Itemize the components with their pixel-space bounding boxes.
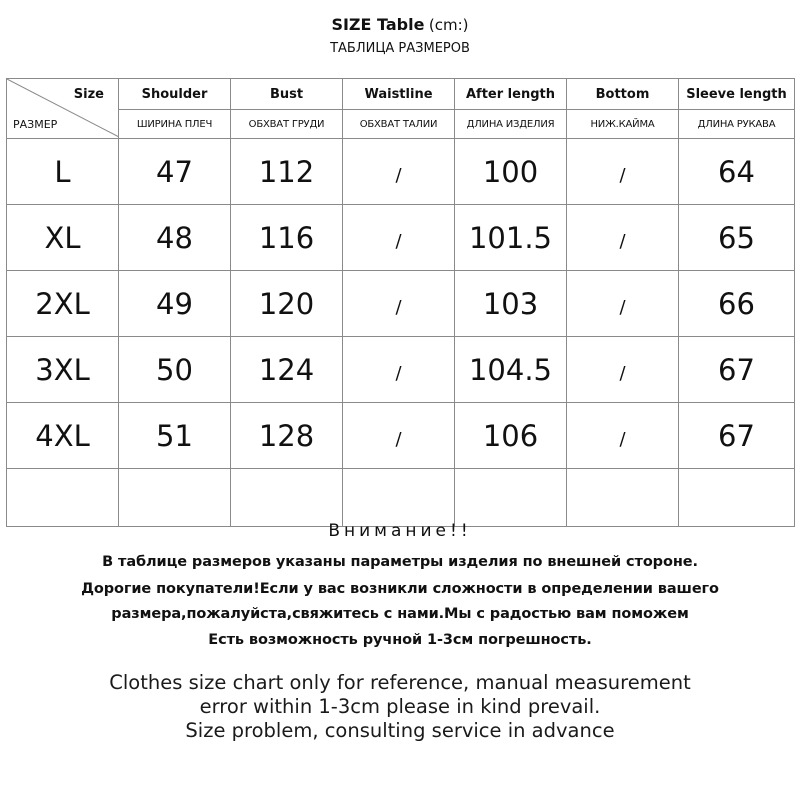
col-header-ru: ДЛИНА РУКАВА bbox=[679, 110, 795, 139]
header-row-ru bbox=[7, 110, 795, 139]
empty-cell bbox=[343, 469, 455, 527]
size-cell: 3XL bbox=[7, 337, 119, 403]
notice-en-line: Size problem, consulting service in advance bbox=[185, 719, 615, 742]
waistline-cell: / bbox=[343, 271, 455, 337]
sleeve-cell: 64 bbox=[679, 139, 795, 205]
col-header-en: After length bbox=[455, 79, 567, 110]
col-header-en: Waistline bbox=[343, 79, 455, 110]
length-cell: 104.5 bbox=[455, 337, 567, 403]
bust-cell: 124 bbox=[231, 337, 343, 403]
empty-cell bbox=[7, 469, 119, 527]
shoulder-cell: 50 bbox=[119, 337, 231, 403]
waistline-cell: / bbox=[343, 337, 455, 403]
sleeve-cell: 65 bbox=[679, 205, 795, 271]
col-header-en: Bottom bbox=[567, 79, 679, 110]
table-row bbox=[7, 403, 795, 469]
waistline-cell: / bbox=[343, 403, 455, 469]
table-row bbox=[7, 139, 795, 205]
size-cell: 2XL bbox=[7, 271, 119, 337]
bottom-cell: / bbox=[567, 271, 679, 337]
corner-size-label: Size bbox=[73, 87, 104, 102]
notice-en-line: error within 1-3cm please in kind prevail. bbox=[199, 695, 601, 718]
col-header-ru: ШИРИНА ПЛЕЧ bbox=[119, 110, 231, 139]
length-cell: 103 bbox=[455, 271, 567, 337]
col-header-ru: НИЖ.КАЙМА bbox=[567, 110, 679, 139]
empty-cell bbox=[455, 469, 567, 527]
size-table bbox=[6, 78, 795, 527]
notice-ru-line: Есть возможность ручной 1-3см погрешность. bbox=[208, 632, 592, 648]
bottom-cell: / bbox=[567, 403, 679, 469]
notice-ru-line: размера,пожалуйста,свяжитесь с нами.Мы с радостью вам поможем bbox=[111, 606, 689, 622]
sleeve-cell: 67 bbox=[679, 337, 795, 403]
sleeve-cell: 67 bbox=[679, 403, 795, 469]
size-cell: 4XL bbox=[7, 403, 119, 469]
shoulder-cell: 48 bbox=[119, 205, 231, 271]
sleeve-cell: 66 bbox=[679, 271, 795, 337]
size-cell: XL bbox=[7, 205, 119, 271]
empty-cell bbox=[679, 469, 795, 527]
bottom-cell: / bbox=[567, 139, 679, 205]
empty-cell bbox=[231, 469, 343, 527]
size-cell: L bbox=[7, 139, 119, 205]
shoulder-cell: 49 bbox=[119, 271, 231, 337]
shoulder-cell: 47 bbox=[119, 139, 231, 205]
notice-ru-line: Дорогие покупатели!Если у вас возникли сложности в определении вашего bbox=[81, 581, 719, 597]
empty-cell bbox=[119, 469, 231, 527]
notice-ru-line: В таблице размеров указаны параметры изделия по внешней стороне. bbox=[102, 554, 698, 570]
col-header-ru: ОБХВАТ ТАЛИИ bbox=[343, 110, 455, 139]
notice-en-line: Clothes size chart only for reference, manual measurement bbox=[109, 671, 691, 694]
table-row bbox=[7, 271, 795, 337]
col-header-ru: ОБХВАТ ГРУДИ bbox=[231, 110, 343, 139]
page-subtitle: ТАБЛИЦА РАЗМЕРОВ bbox=[330, 41, 470, 56]
col-header-ru: ДЛИНА ИЗДЕЛИЯ bbox=[455, 110, 567, 139]
title-unit: (cm:) bbox=[428, 16, 469, 34]
length-cell: 106 bbox=[455, 403, 567, 469]
shoulder-cell: 51 bbox=[119, 403, 231, 469]
notice-title: Внимание!! bbox=[328, 521, 472, 541]
header-row-en bbox=[7, 79, 795, 110]
bottom-cell: / bbox=[567, 205, 679, 271]
table-row-empty bbox=[7, 469, 795, 527]
empty-cell bbox=[567, 469, 679, 527]
title-main: SIZE Table bbox=[331, 15, 425, 34]
bust-cell: 128 bbox=[231, 403, 343, 469]
bust-cell: 120 bbox=[231, 271, 343, 337]
bottom-cell: / bbox=[567, 337, 679, 403]
waistline-cell: / bbox=[343, 139, 455, 205]
corner-razmer-label: РАЗМЕР bbox=[13, 118, 58, 131]
waistline-cell: / bbox=[343, 205, 455, 271]
bust-cell: 112 bbox=[231, 139, 343, 205]
col-header-en: Shoulder bbox=[119, 79, 231, 110]
col-header-en: Bust bbox=[231, 79, 343, 110]
bust-cell: 116 bbox=[231, 205, 343, 271]
col-header-en: Sleeve length bbox=[679, 79, 795, 110]
page-title bbox=[0, 14, 800, 37]
table-row bbox=[7, 337, 795, 403]
corner-cell bbox=[7, 79, 119, 139]
length-cell: 101.5 bbox=[455, 205, 567, 271]
table-row bbox=[7, 205, 795, 271]
length-cell: 100 bbox=[455, 139, 567, 205]
